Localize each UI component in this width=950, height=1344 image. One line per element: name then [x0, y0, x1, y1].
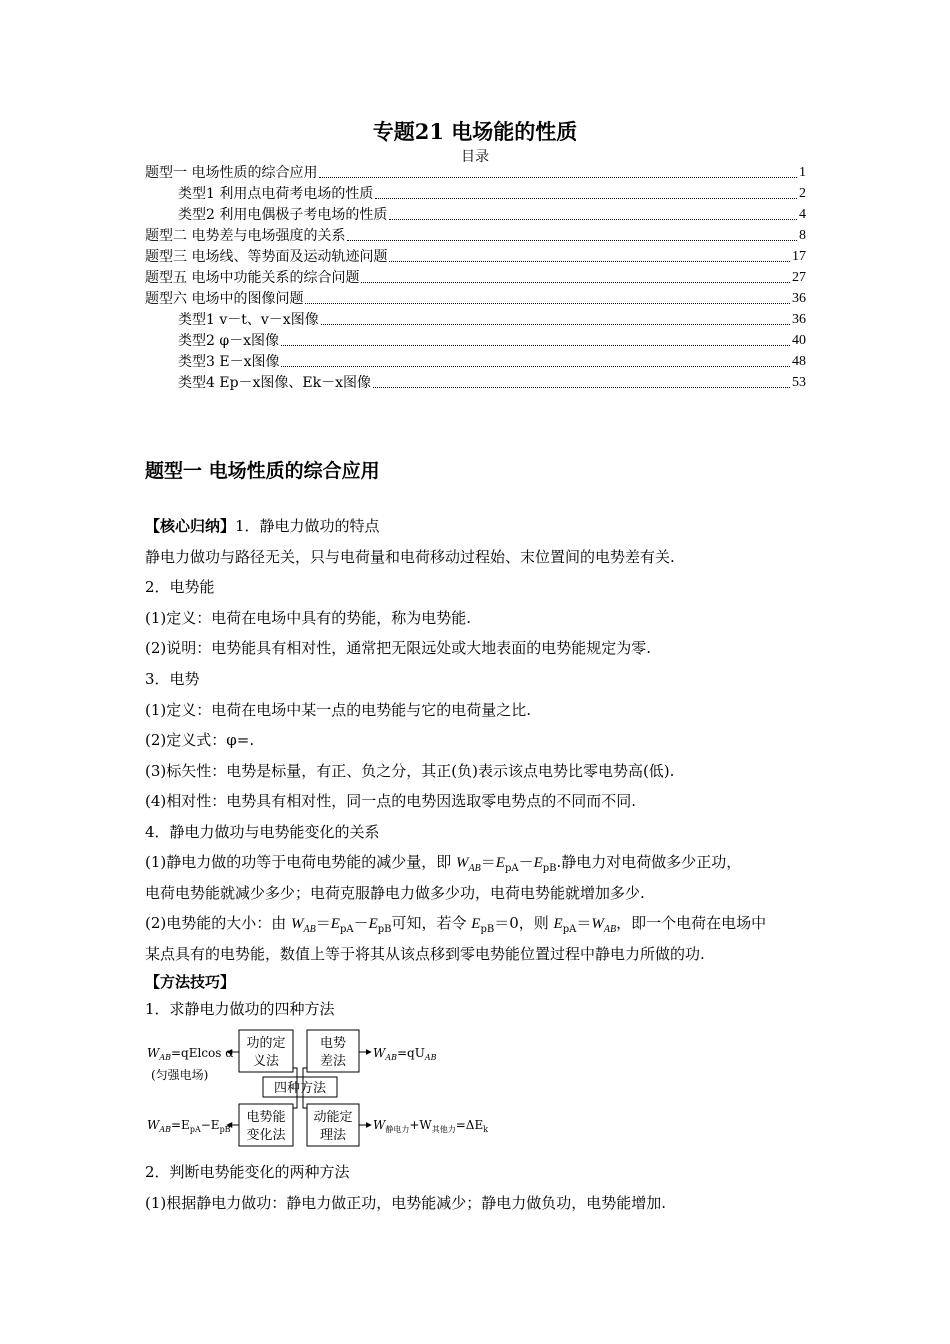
toc-item[interactable]: 题型二 电势差与电场强度的关系 8: [145, 228, 806, 244]
toc-item[interactable]: 类型3 E－x图像 48: [178, 354, 806, 370]
formula-definition-note: (匀强电场): [151, 1068, 209, 1082]
toc-item[interactable]: 类型2 φ－x图像 40: [178, 333, 806, 349]
box-kinetic-theorem-method: [307, 1104, 359, 1146]
paragraph: 电荷电势能就减少多少；电荷克服静电力做多少功，电荷电势能就增加多少.: [145, 884, 645, 902]
paragraph-energy-size: (2)电势能的大小：由 $W_{AB}=E_{pA}-E_{pB}$可知，若令 $E_{pB}=0$，则 $E_{pA}=W_{AB}$，即一个电荷在电场中: [145, 914, 767, 935]
four-methods-diagram: [145, 1028, 505, 1152]
paragraph: (2)定义式：φ=.: [145, 731, 255, 749]
box-ep-change-method: [239, 1104, 293, 1146]
toc-heading: 目录: [461, 149, 489, 165]
toc-item[interactable]: 题型三 电场线、等势面及运动轨迹问题 17: [145, 249, 806, 265]
toc-item[interactable]: 题型一 电场性质的综合应用 1: [145, 165, 806, 181]
toc-item[interactable]: 类型1 v－t、v－x图像 36: [178, 312, 806, 328]
formula-definition: $W_{AB}=qElcos$ α: [147, 1046, 234, 1062]
paragraph: (2)说明：电势能具有相对性，通常把无限远处或大地表面的电势能规定为零.: [145, 639, 652, 657]
paragraph: 2．电势能: [145, 578, 215, 596]
svg-text:功的定: 功的定: [246, 1036, 286, 1051]
paragraph: (4)相对性：电势具有相对性，同一点的电势因选取零电势点的不同而不同.: [145, 792, 637, 810]
toc-item[interactable]: 类型4 Ep－x图像、Ek－x图像 53: [178, 375, 806, 391]
section-heading: 题型一 电场性质的综合应用: [145, 460, 380, 482]
svg-text:理法: 理法: [319, 1128, 347, 1143]
paragraph: 4．静电力做功与电势能变化的关系: [145, 823, 380, 841]
box-potential-diff-method: [307, 1030, 359, 1072]
formula-ep-change: $W_{AB}=E_{pA}-E_{pB}$: [147, 1118, 231, 1134]
svg-text:四种方法: 四种方法: [273, 1081, 327, 1096]
toc-item[interactable]: 题型五 电场中功能关系的综合问题 27: [145, 270, 806, 286]
paragraph: (1)定义：电荷在电场中具有的势能，称为电势能.: [145, 609, 472, 627]
formula-potential-diff: $W_{AB}=qU_{AB}$: [373, 1046, 437, 1062]
paragraph: 3．电势: [145, 670, 200, 688]
paragraph: 静电力做功与路径无关，只与电荷量和电荷移动过程始、末位置间的电势差有关.: [145, 548, 675, 566]
core-summary-label: 【核心归纳】: [145, 517, 236, 535]
toc-item[interactable]: 类型2 利用电偶极子考电场的性质 4: [178, 207, 806, 223]
svg-text:电势: 电势: [319, 1036, 347, 1051]
formula-kinetic-theorem: $W_{静电力}+W_{其他力}=\Delta E_k$: [373, 1118, 489, 1134]
page-title: 专题21 电场能的性质: [372, 119, 578, 144]
toc-item[interactable]: 类型1 利用点电荷考电场的性质 2: [178, 186, 806, 202]
box-four-methods: [263, 1077, 337, 1097]
svg-text:义法: 义法: [252, 1054, 280, 1069]
svg-text:变化法: 变化法: [246, 1128, 286, 1143]
paragraph: 2．判断电势能变化的两种方法: [145, 1163, 350, 1181]
paragraph: (3)标矢性：电势是标量，有正、负之分，其正(负)表示该点电势比零电势高(低).: [145, 762, 675, 780]
svg-text:电势能: 电势能: [246, 1110, 286, 1125]
paragraph: (1)根据静电力做功：静电力做正功，电势能减少；静电力做负功，电势能增加.: [145, 1194, 667, 1212]
paragraph: (1)定义：电荷在电场中某一点的电势能与它的电荷量之比.: [145, 701, 532, 719]
svg-text:差法: 差法: [319, 1054, 347, 1069]
toc-item[interactable]: 题型六 电场中的图像问题 36: [145, 291, 806, 307]
method-label: 【方法技巧】: [145, 973, 236, 991]
box-definition-method: [239, 1030, 293, 1072]
core-summary-line: 【核心归纳】1．静电力做功的特点: [145, 517, 380, 535]
paragraph: 1．求静电力做功的四种方法: [145, 1000, 335, 1018]
paragraph-work-energy: (1)静电力做的功等于电荷电势能的减少量，即 $W_{AB}=E_{pA}-E_{pB}$.静电力对电荷做多少正功，: [145, 853, 742, 874]
paragraph: 某点具有的电势能，数值上等于将其从该点移到零电势能位置过程中静电力所做的功.: [145, 945, 705, 963]
svg-text:动能定: 动能定: [313, 1110, 353, 1125]
